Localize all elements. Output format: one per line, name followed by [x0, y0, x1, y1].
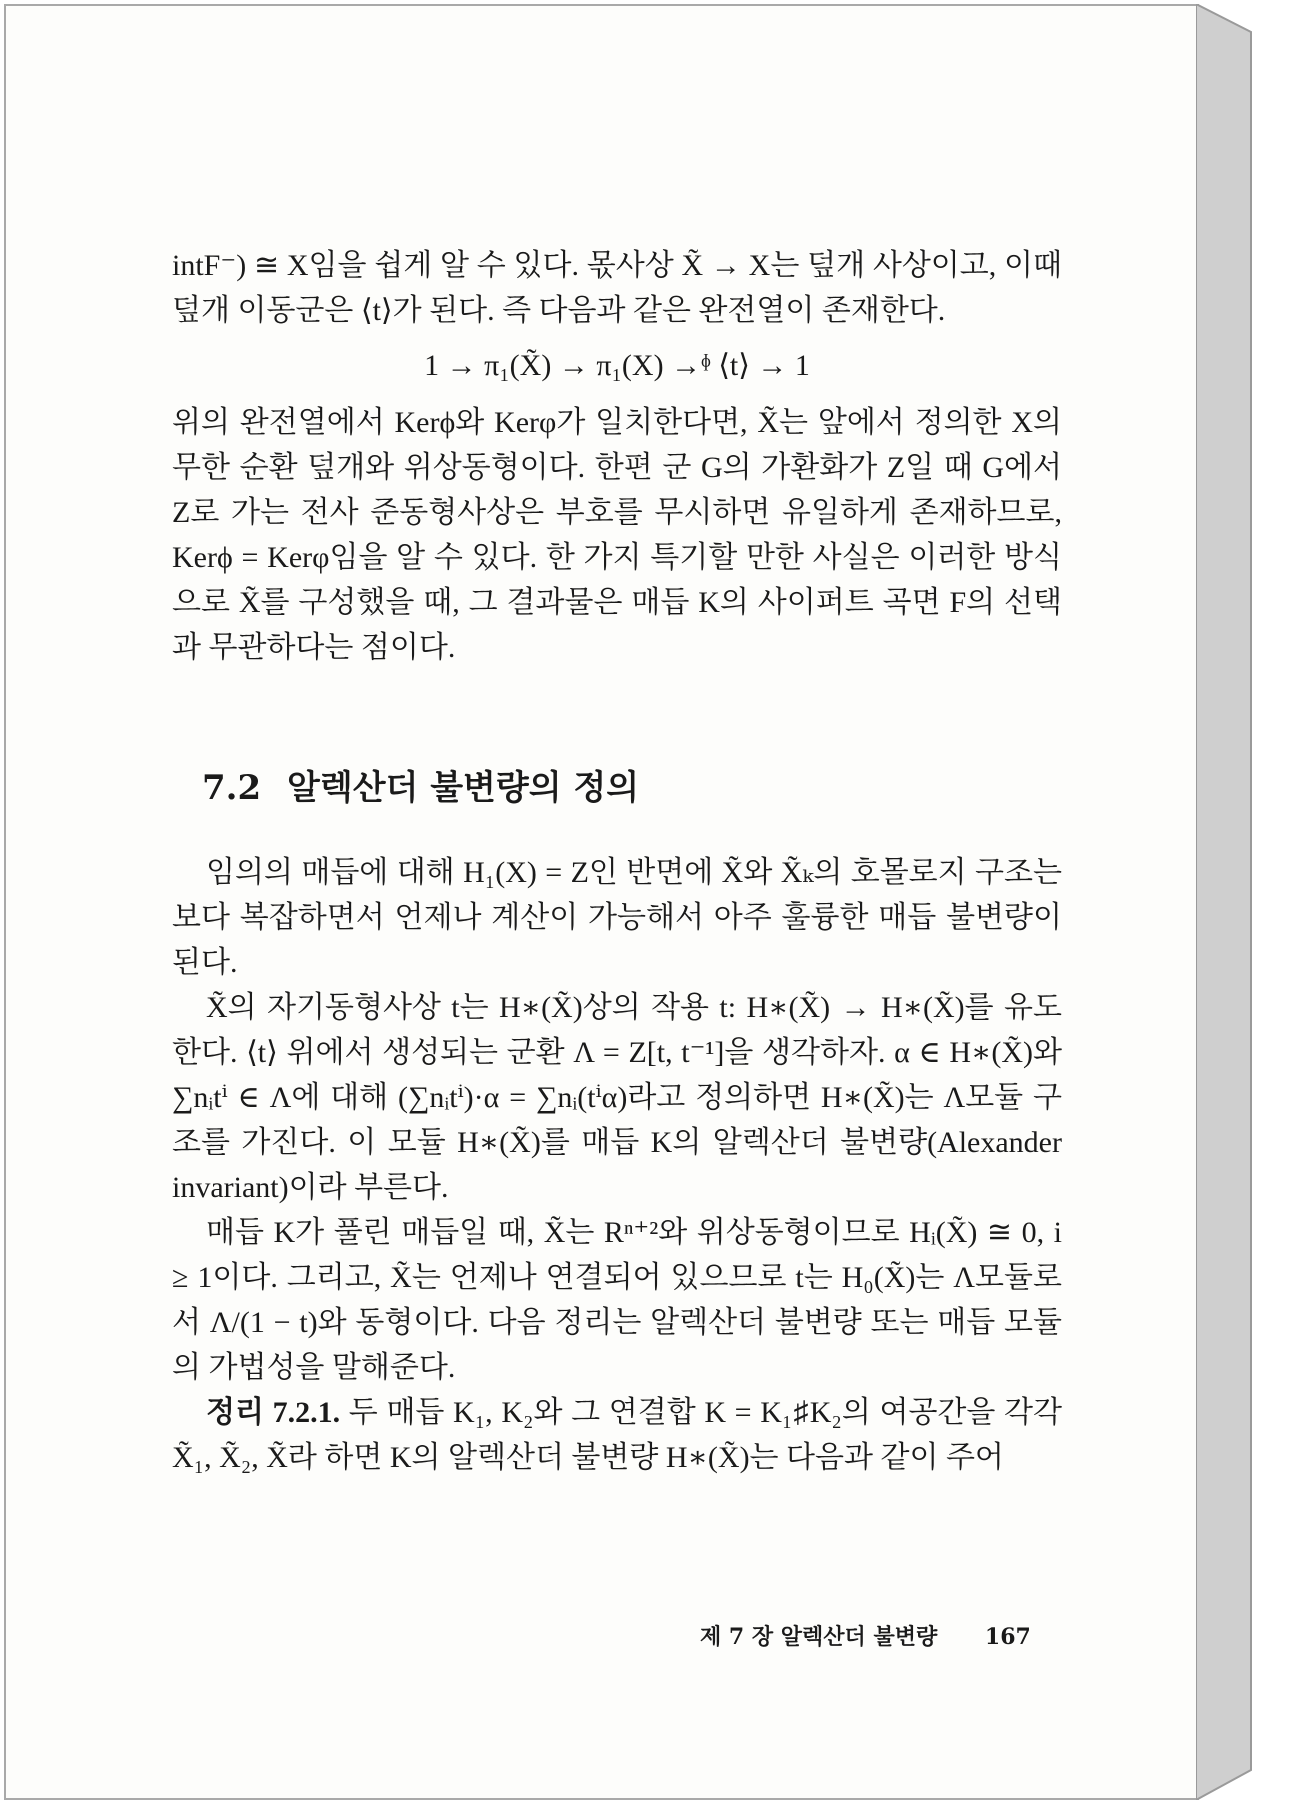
paragraph-automorphism: X̃의 자기동형사상 t는 H∗(X̃)상의 작용 t: H∗(X̃) → H∗(X̃)를 유도한다. ⟨t⟩ 위에서 생성되는 군환 Λ = Z[t, t⁻¹]을 생각하자. α ∈ H∗(X̃)와 ∑nᵢtⁱ ∈ Λ에 대해 (∑nᵢtⁱ)·α = ∑nᵢ(tⁱα)라고 정의하면 H∗(X̃)는 Λ모듈 구조를 가진다. 이 모듈 H∗(X̃)를 매듭 K의 알렉산더 불변량(Alexander invariant)이라 부른다.: [172, 991, 1062, 1204]
running-footer-chapter: 제 7 장 알렉산더 불변량: [700, 1624, 938, 1650]
paragraph-intro: intF⁻) ≅ X임을 쉽게 알 수 있다. 몫사상 X̃ → X는 덮개 사상이고, 이때 덮개 이동군은 ⟨t⟩가 된다. 즉 다음과 같은 완전열이 존재한다.: [172, 249, 1062, 327]
page-content: [172, 243, 1062, 1480]
paragraph-unknot: 매듭 K가 풀린 매듭일 때, X̃는 Rⁿ⁺²와 위상동형이므로 Hᵢ(X̃) ≅ 0, i ≥ 1이다. 그리고, X̃는 언제나 연결되어 있으므로 t는 H₀(X̃)는 Λ모듈로서 Λ/(1 − t)와 동형이다. 다음 정리는 알렉산더 불변량 또는 매듭 모듈의 가법성을 말해준다.: [172, 1216, 1062, 1384]
theorem: [172, 1390, 1062, 1480]
section-number: 7.2: [202, 768, 262, 808]
exact-sequence-equation: 1 → π₁(X̃) → π₁(X) →ᶲ ⟨t⟩ → 1: [424, 349, 810, 382]
page-footer: [700, 1620, 1050, 1651]
paragraph-kernel: 위의 완전열에서 Kerϕ와 Kerφ가 일치한다면, X̃는 앞에서 정의한 X의 무한 순환 덮개와 위상동형이다. 한편 군 G의 가환화가 Z일 때 G에서 Z로 가는 전사 준동형사상은 부호를 무시하면 유일하게 존재하므로, Kerϕ = Kerφ임을 알 수 있다. 한 가지 특기할 만한 사실은 이러한 방식으로 X̃를 구성했을 때, 그 결과물은 매듭 K의 사이퍼트 곡면 F의 선택과 무관하다는 점이다.: [172, 406, 1062, 664]
paragraph-homology: 임의의 매듭에 대해 H₁(X) = Z인 반면에 X̃와 X̃ₖ의 호몰로지 구조는 보다 복잡하면서 언제나 계산이 가능해서 아주 훌륭한 매듭 불변량이 된다.: [172, 856, 1062, 979]
page-number: 167: [984, 1624, 1031, 1650]
theorem-text: 두 매듭 K₁, K₂와 그 연결합 K = K₁♯K₂의 여공간을 각각 X̃₁, X̃₂, X̃라 하면 K의 알렉산더 불변량 H∗(X̃)는 다음과 같이 주어: [172, 1396, 1063, 1474]
book-page-edge: [1196, 4, 1258, 1800]
section-title: 알렉산더 불변량의 정의: [287, 768, 640, 808]
theorem-label: 정리 7.2.1.: [206, 1396, 341, 1429]
section-heading: [202, 768, 1062, 808]
